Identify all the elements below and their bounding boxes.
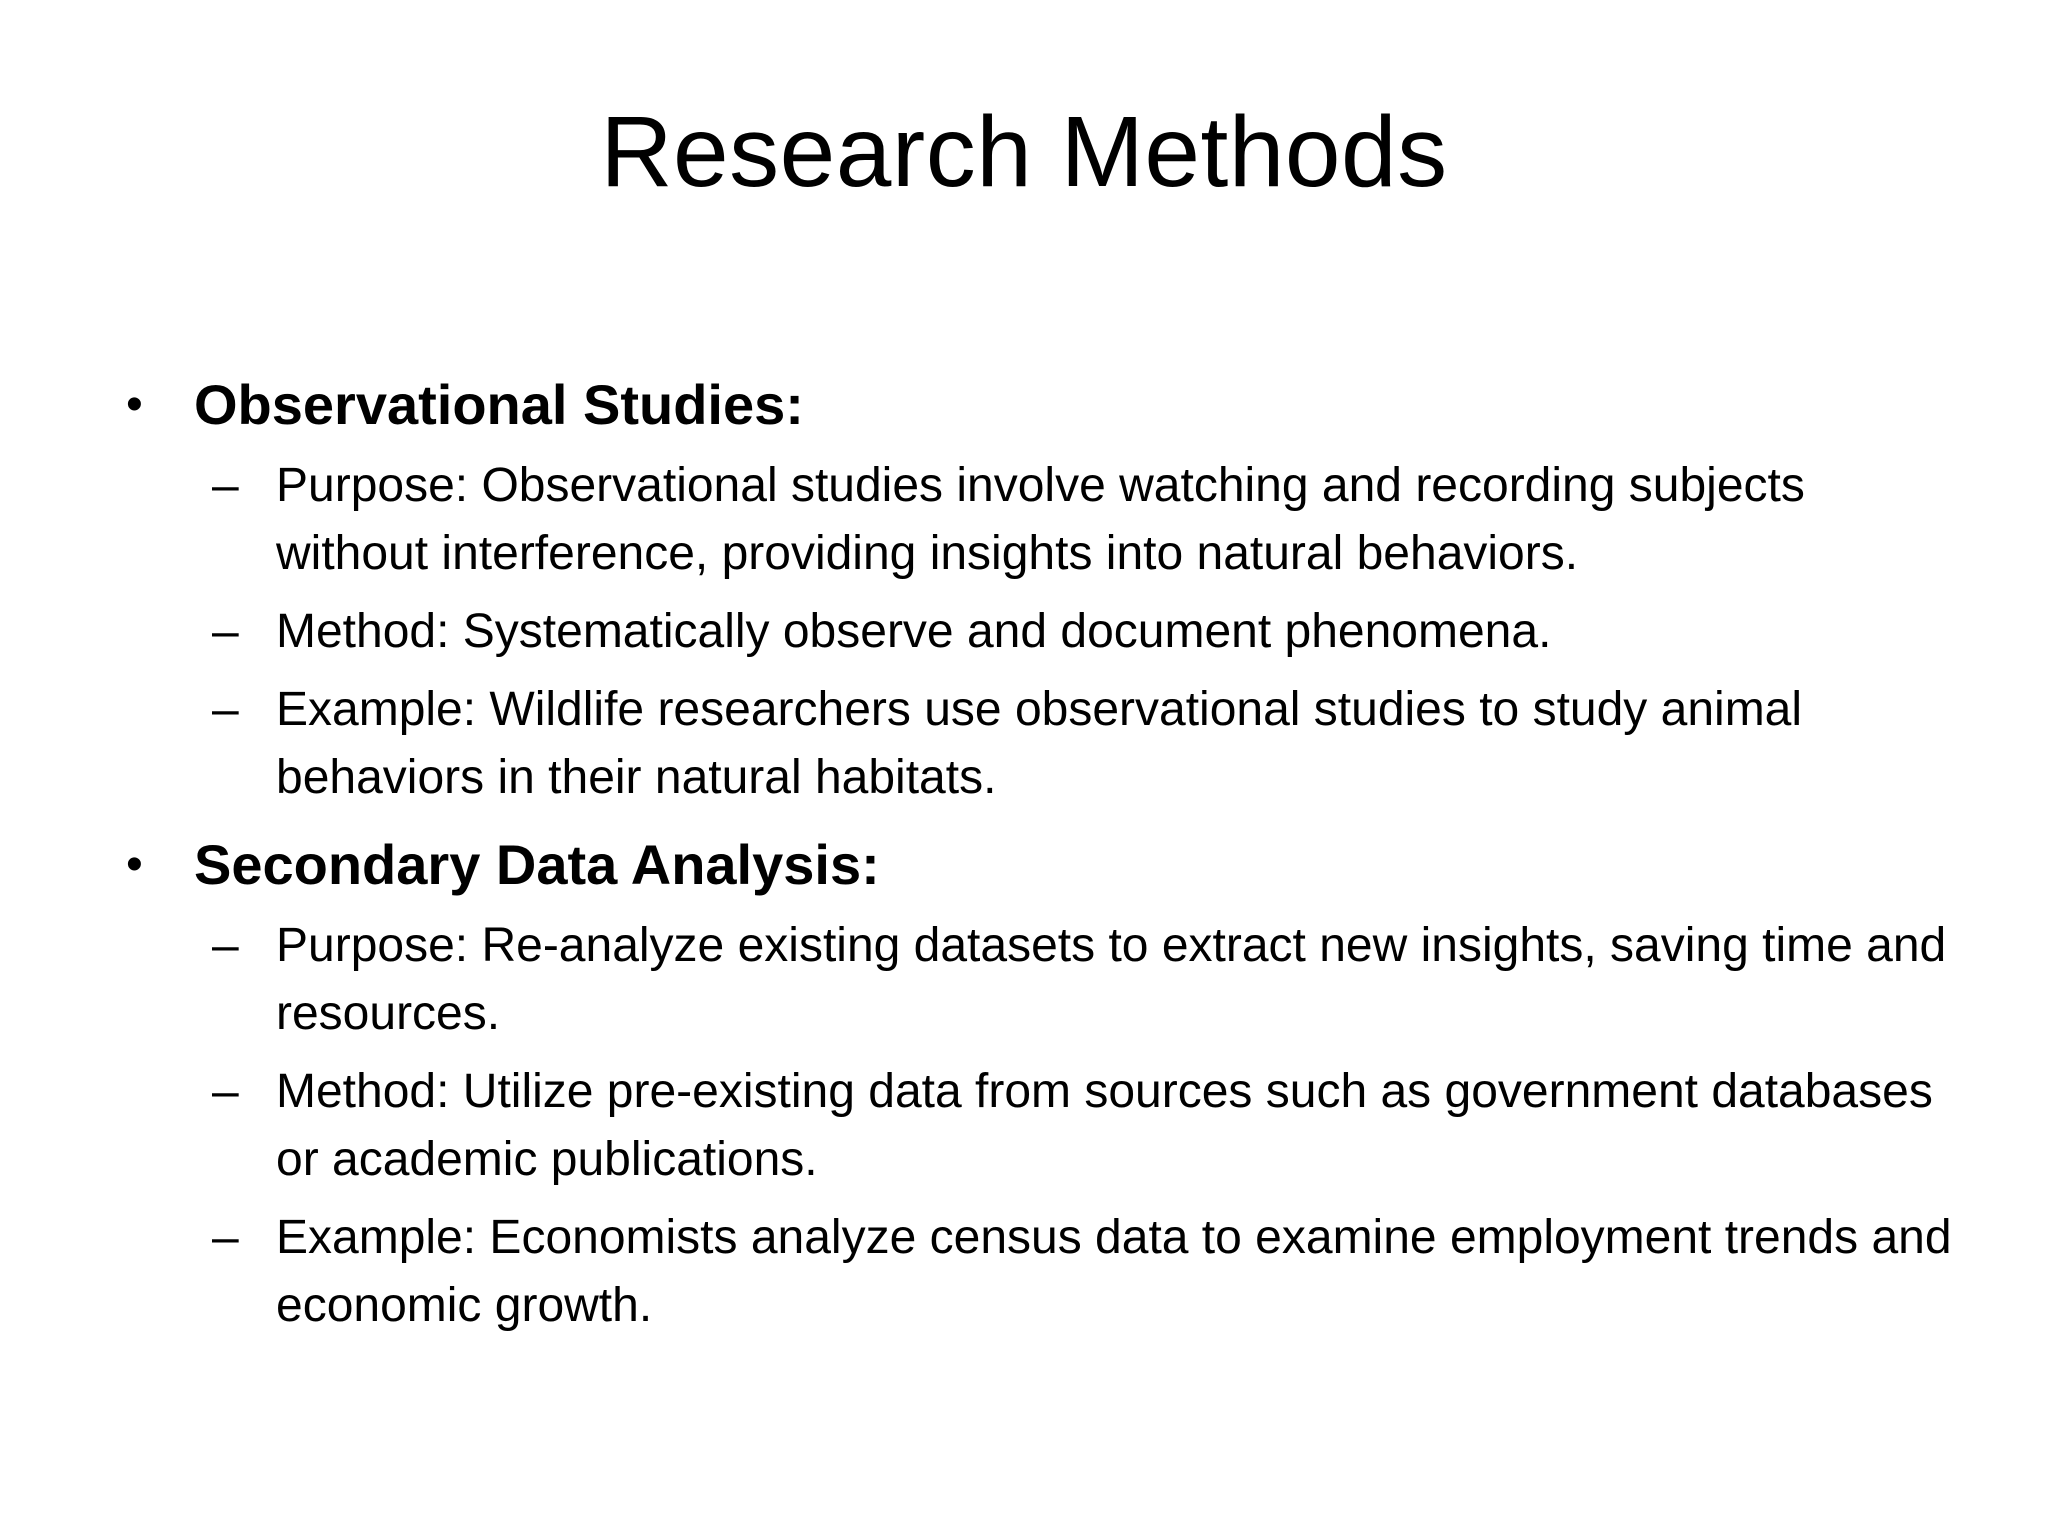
bullet-observational-studies [120,372,1960,438]
slide-title: Research Methods [600,96,1448,208]
dash-icon: – [212,683,239,736]
sub-bullet-method [120,598,1960,666]
sub-bullet-text: Example: Economists analyze census data to examine employment trends and economic growth. [276,1211,1952,1332]
sub-bullet-example [120,1204,1960,1340]
bullet-dot-icon: • [126,378,143,431]
sub-bullet-purpose [120,452,1960,588]
dash-icon: – [212,459,239,512]
bullet-dot-icon: • [126,838,143,891]
bullet-heading: Observational Studies: [194,373,804,436]
slide-body [120,372,1960,1360]
sub-bullet-purpose [120,912,1960,1048]
sub-bullet-list [120,452,1960,812]
sub-bullet-text: Example: Wildlife researchers use observational studies to study animal behaviors in their natural habitats. [276,683,1803,804]
bullet-heading: Secondary Data Analysis: [194,833,880,896]
sub-bullet-text: Method: Utilize pre-existing data from sources such as government databases or academic publications. [276,1065,1933,1186]
dash-icon: – [212,605,239,658]
sub-bullet-list [120,912,1960,1340]
dash-icon: – [212,1211,239,1264]
sub-bullet-example [120,676,1960,812]
sub-bullet-text: Purpose: Re-analyze existing datasets to extract new insights, saving time and resources. [276,919,1947,1040]
sub-bullet-method [120,1058,1960,1194]
dash-icon: – [212,919,239,972]
bullet-secondary-data-analysis [120,832,1960,898]
dash-icon: – [212,1065,239,1118]
sub-bullet-text: Purpose: Observational studies involve watching and recording subjects without interference, providing insights into natural behaviors. [276,459,1805,580]
sub-bullet-text: Method: Systematically observe and document phenomena. [276,605,1552,658]
